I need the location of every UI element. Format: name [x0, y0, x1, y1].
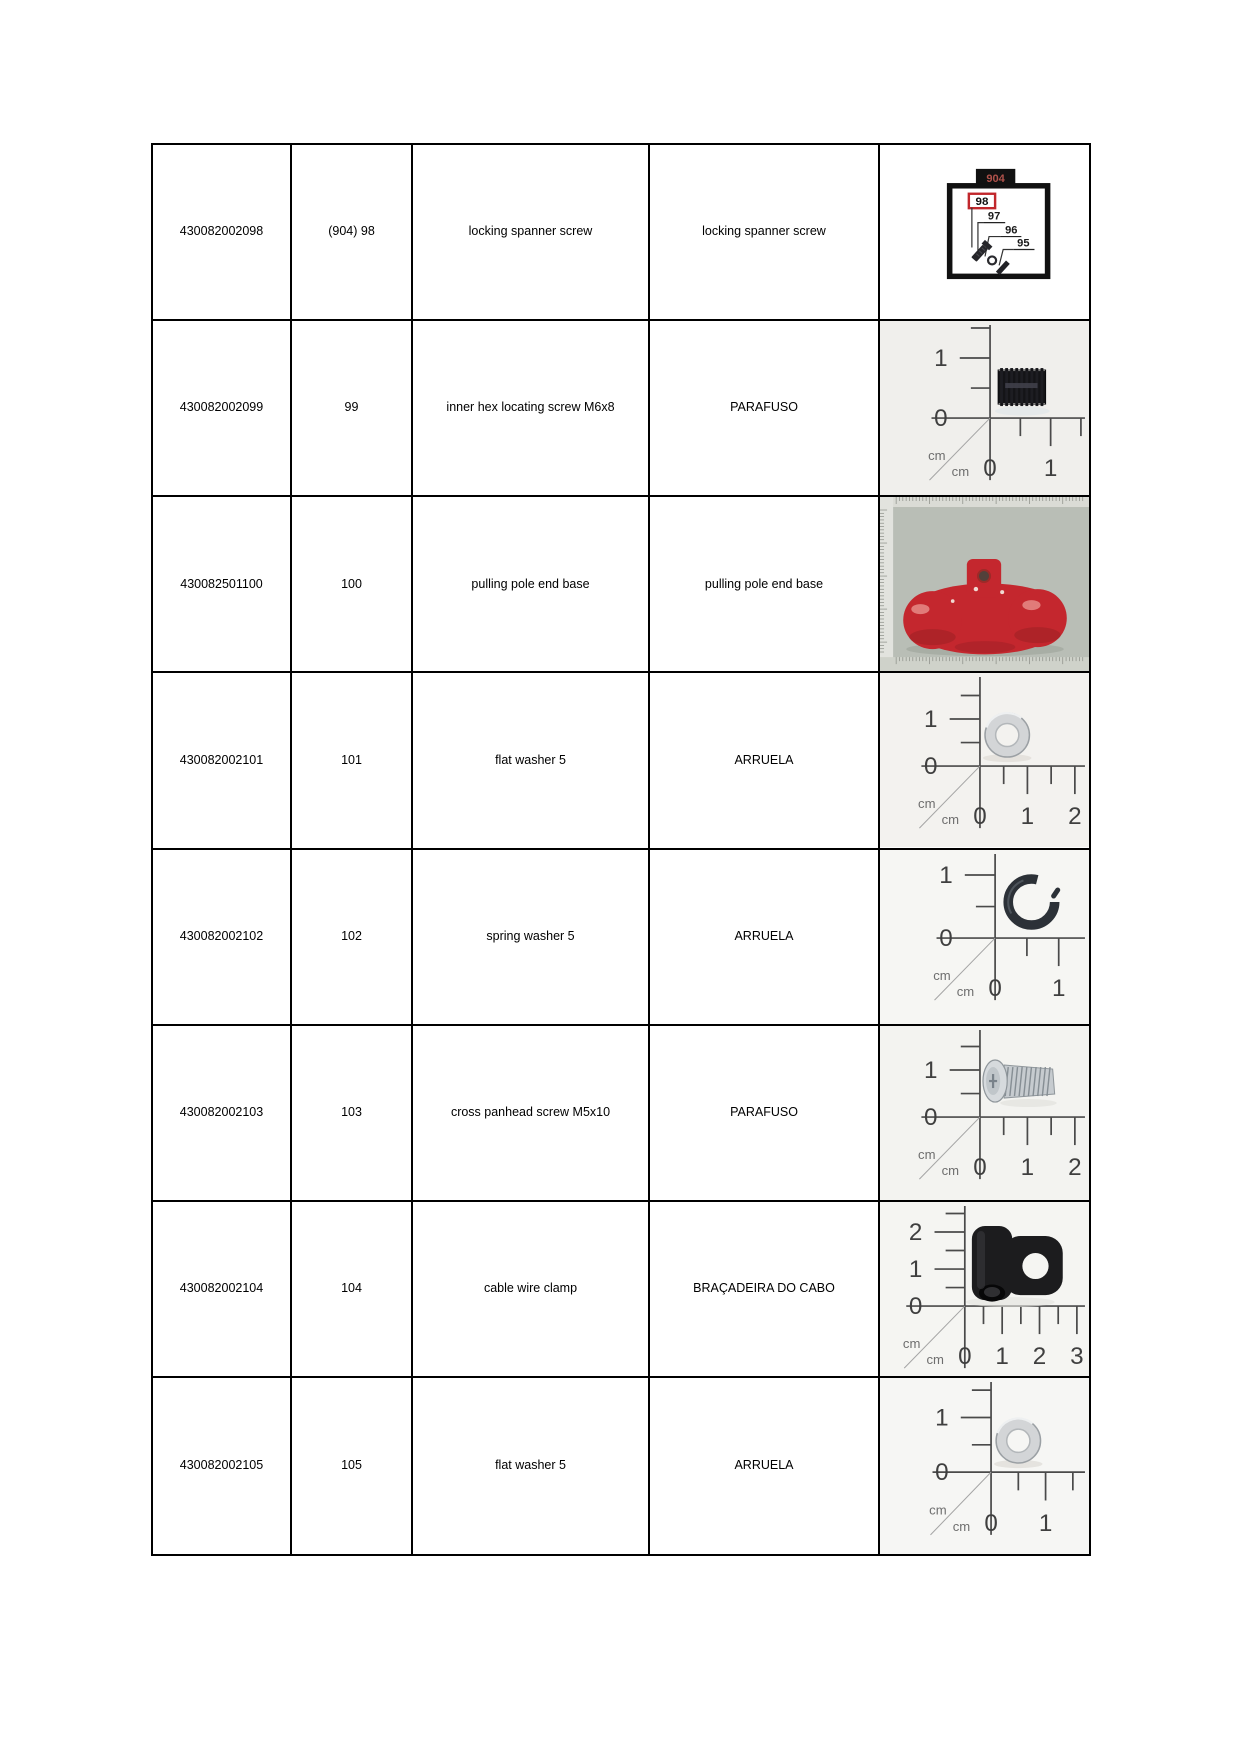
part-number-cell: 430082002105: [153, 1378, 292, 1554]
svg-text:0: 0: [973, 803, 987, 831]
description-pt-cell: pulling pole end base: [650, 497, 880, 673]
washer-photo: [880, 673, 1089, 847]
description-en-cell: pulling pole end base: [413, 497, 650, 673]
svg-text:1: 1: [935, 1404, 949, 1432]
svg-text:1: 1: [908, 1255, 923, 1283]
part-number-cell: 430082002102: [153, 850, 292, 1026]
svg-text:1: 1: [924, 1056, 938, 1084]
set-screw-photo: [880, 321, 1089, 495]
description-pt-cell: PARAFUSO: [650, 1026, 880, 1202]
description-pt-cell: PARAFUSO: [650, 321, 880, 497]
svg-text:2: 2: [1032, 1342, 1047, 1370]
locking-spanner-screw-diagram: [880, 145, 1089, 319]
svg-text:904: 904: [986, 172, 1005, 185]
part-image-cell: [880, 1026, 1089, 1202]
svg-text:cm: cm: [929, 1502, 947, 1518]
description-en-cell: flat washer 5: [413, 1378, 650, 1554]
ref-number-cell: (904) 98: [292, 145, 413, 321]
svg-text:3: 3: [1070, 1342, 1084, 1370]
ref-number-cell: 100: [292, 497, 413, 673]
svg-text:cm: cm: [918, 796, 936, 812]
svg-text:98: 98: [975, 196, 989, 209]
part-number-cell: 430082002099: [153, 321, 292, 497]
svg-text:0: 0: [934, 405, 948, 433]
description-en-cell: locking spanner screw: [413, 145, 650, 321]
ref-number-cell: 105: [292, 1378, 413, 1554]
svg-text:0: 0: [935, 1459, 949, 1487]
description-en-cell: spring washer 5: [413, 850, 650, 1026]
ref-number-cell: 103: [292, 1026, 413, 1202]
part-number-cell: 430082002104: [153, 1202, 292, 1378]
pulling-pole-end-base-photo: [880, 497, 1089, 671]
svg-text:cm: cm: [933, 967, 951, 983]
svg-text:cm: cm: [941, 1162, 960, 1178]
part-image-cell: [880, 497, 1089, 673]
svg-text:cm: cm: [926, 1351, 944, 1367]
svg-text:1: 1: [995, 1342, 1009, 1370]
part-number-cell: 430082002101: [153, 673, 292, 849]
svg-text:1: 1: [1043, 455, 1058, 483]
svg-text:0: 0: [924, 753, 938, 781]
cable-clamp-photo: [880, 1202, 1089, 1376]
description-pt-cell: BRAÇADEIRA DO CABO: [650, 1202, 880, 1378]
description-en-cell: cross panhead screw M5x10: [413, 1026, 650, 1202]
part-image-cell: [880, 673, 1089, 849]
ref-number-cell: 101: [292, 673, 413, 849]
description-en-cell: flat washer 5: [413, 673, 650, 849]
svg-text:cm: cm: [951, 464, 970, 480]
svg-text:0: 0: [908, 1292, 923, 1320]
svg-text:2: 2: [1068, 803, 1082, 831]
shadow: [995, 407, 1050, 416]
ref-number-cell: 102: [292, 850, 413, 1026]
diagram-frame: [950, 186, 1048, 277]
svg-text:cm: cm: [952, 1518, 971, 1534]
svg-text:1: 1: [1051, 974, 1066, 1002]
svg-text:cm: cm: [956, 983, 975, 999]
ref-number-cell: 104: [292, 1202, 413, 1378]
svg-text:0: 0: [988, 974, 1002, 1002]
svg-text:cm: cm: [928, 448, 946, 464]
svg-text:0: 0: [984, 1509, 998, 1537]
svg-text:0: 0: [983, 455, 997, 483]
svg-text:97: 97: [987, 210, 1001, 223]
parts-table: [151, 143, 1091, 1556]
part-image-cell: [880, 321, 1089, 497]
description-en-cell: cable wire clamp: [413, 1202, 650, 1378]
svg-text:1: 1: [934, 345, 948, 373]
svg-text:0: 0: [924, 1103, 938, 1131]
spring-washer-photo: [880, 850, 1089, 1024]
svg-text:96: 96: [1005, 224, 1018, 237]
part-image-cell: [880, 1202, 1089, 1378]
svg-text:1: 1: [924, 706, 938, 734]
description-pt-cell: ARRUELA: [650, 673, 880, 849]
part-image-cell: [880, 1378, 1089, 1554]
part-number-cell: 430082501100: [153, 497, 292, 673]
description-en-cell: inner hex locating screw M6x8: [413, 321, 650, 497]
part-number-cell: 430082002103: [153, 1026, 292, 1202]
svg-text:2: 2: [1068, 1153, 1082, 1181]
svg-text:0: 0: [973, 1153, 987, 1181]
svg-text:0: 0: [958, 1342, 972, 1370]
description-pt-cell: ARRUELA: [650, 1378, 880, 1554]
description-pt-cell: locking spanner screw: [650, 145, 880, 321]
svg-text:cm: cm: [918, 1146, 936, 1162]
svg-text:2: 2: [908, 1218, 923, 1246]
svg-text:1: 1: [1020, 803, 1035, 831]
description-pt-cell: ARRUELA: [650, 850, 880, 1026]
svg-text:1: 1: [1038, 1509, 1053, 1537]
svg-text:cm: cm: [941, 812, 960, 828]
svg-text:0: 0: [939, 924, 953, 952]
ref-number-cell: 99: [292, 321, 413, 497]
cross-screw-photo: [880, 1026, 1089, 1200]
part-image-cell: [880, 145, 1089, 321]
svg-text:1: 1: [939, 861, 953, 889]
svg-text:1: 1: [1020, 1153, 1035, 1181]
part-number-cell: 430082002098: [153, 145, 292, 321]
svg-text:cm: cm: [902, 1335, 921, 1351]
svg-text:95: 95: [1017, 237, 1030, 250]
washer-photo: [880, 1378, 1089, 1554]
part-image-cell: [880, 850, 1089, 1026]
